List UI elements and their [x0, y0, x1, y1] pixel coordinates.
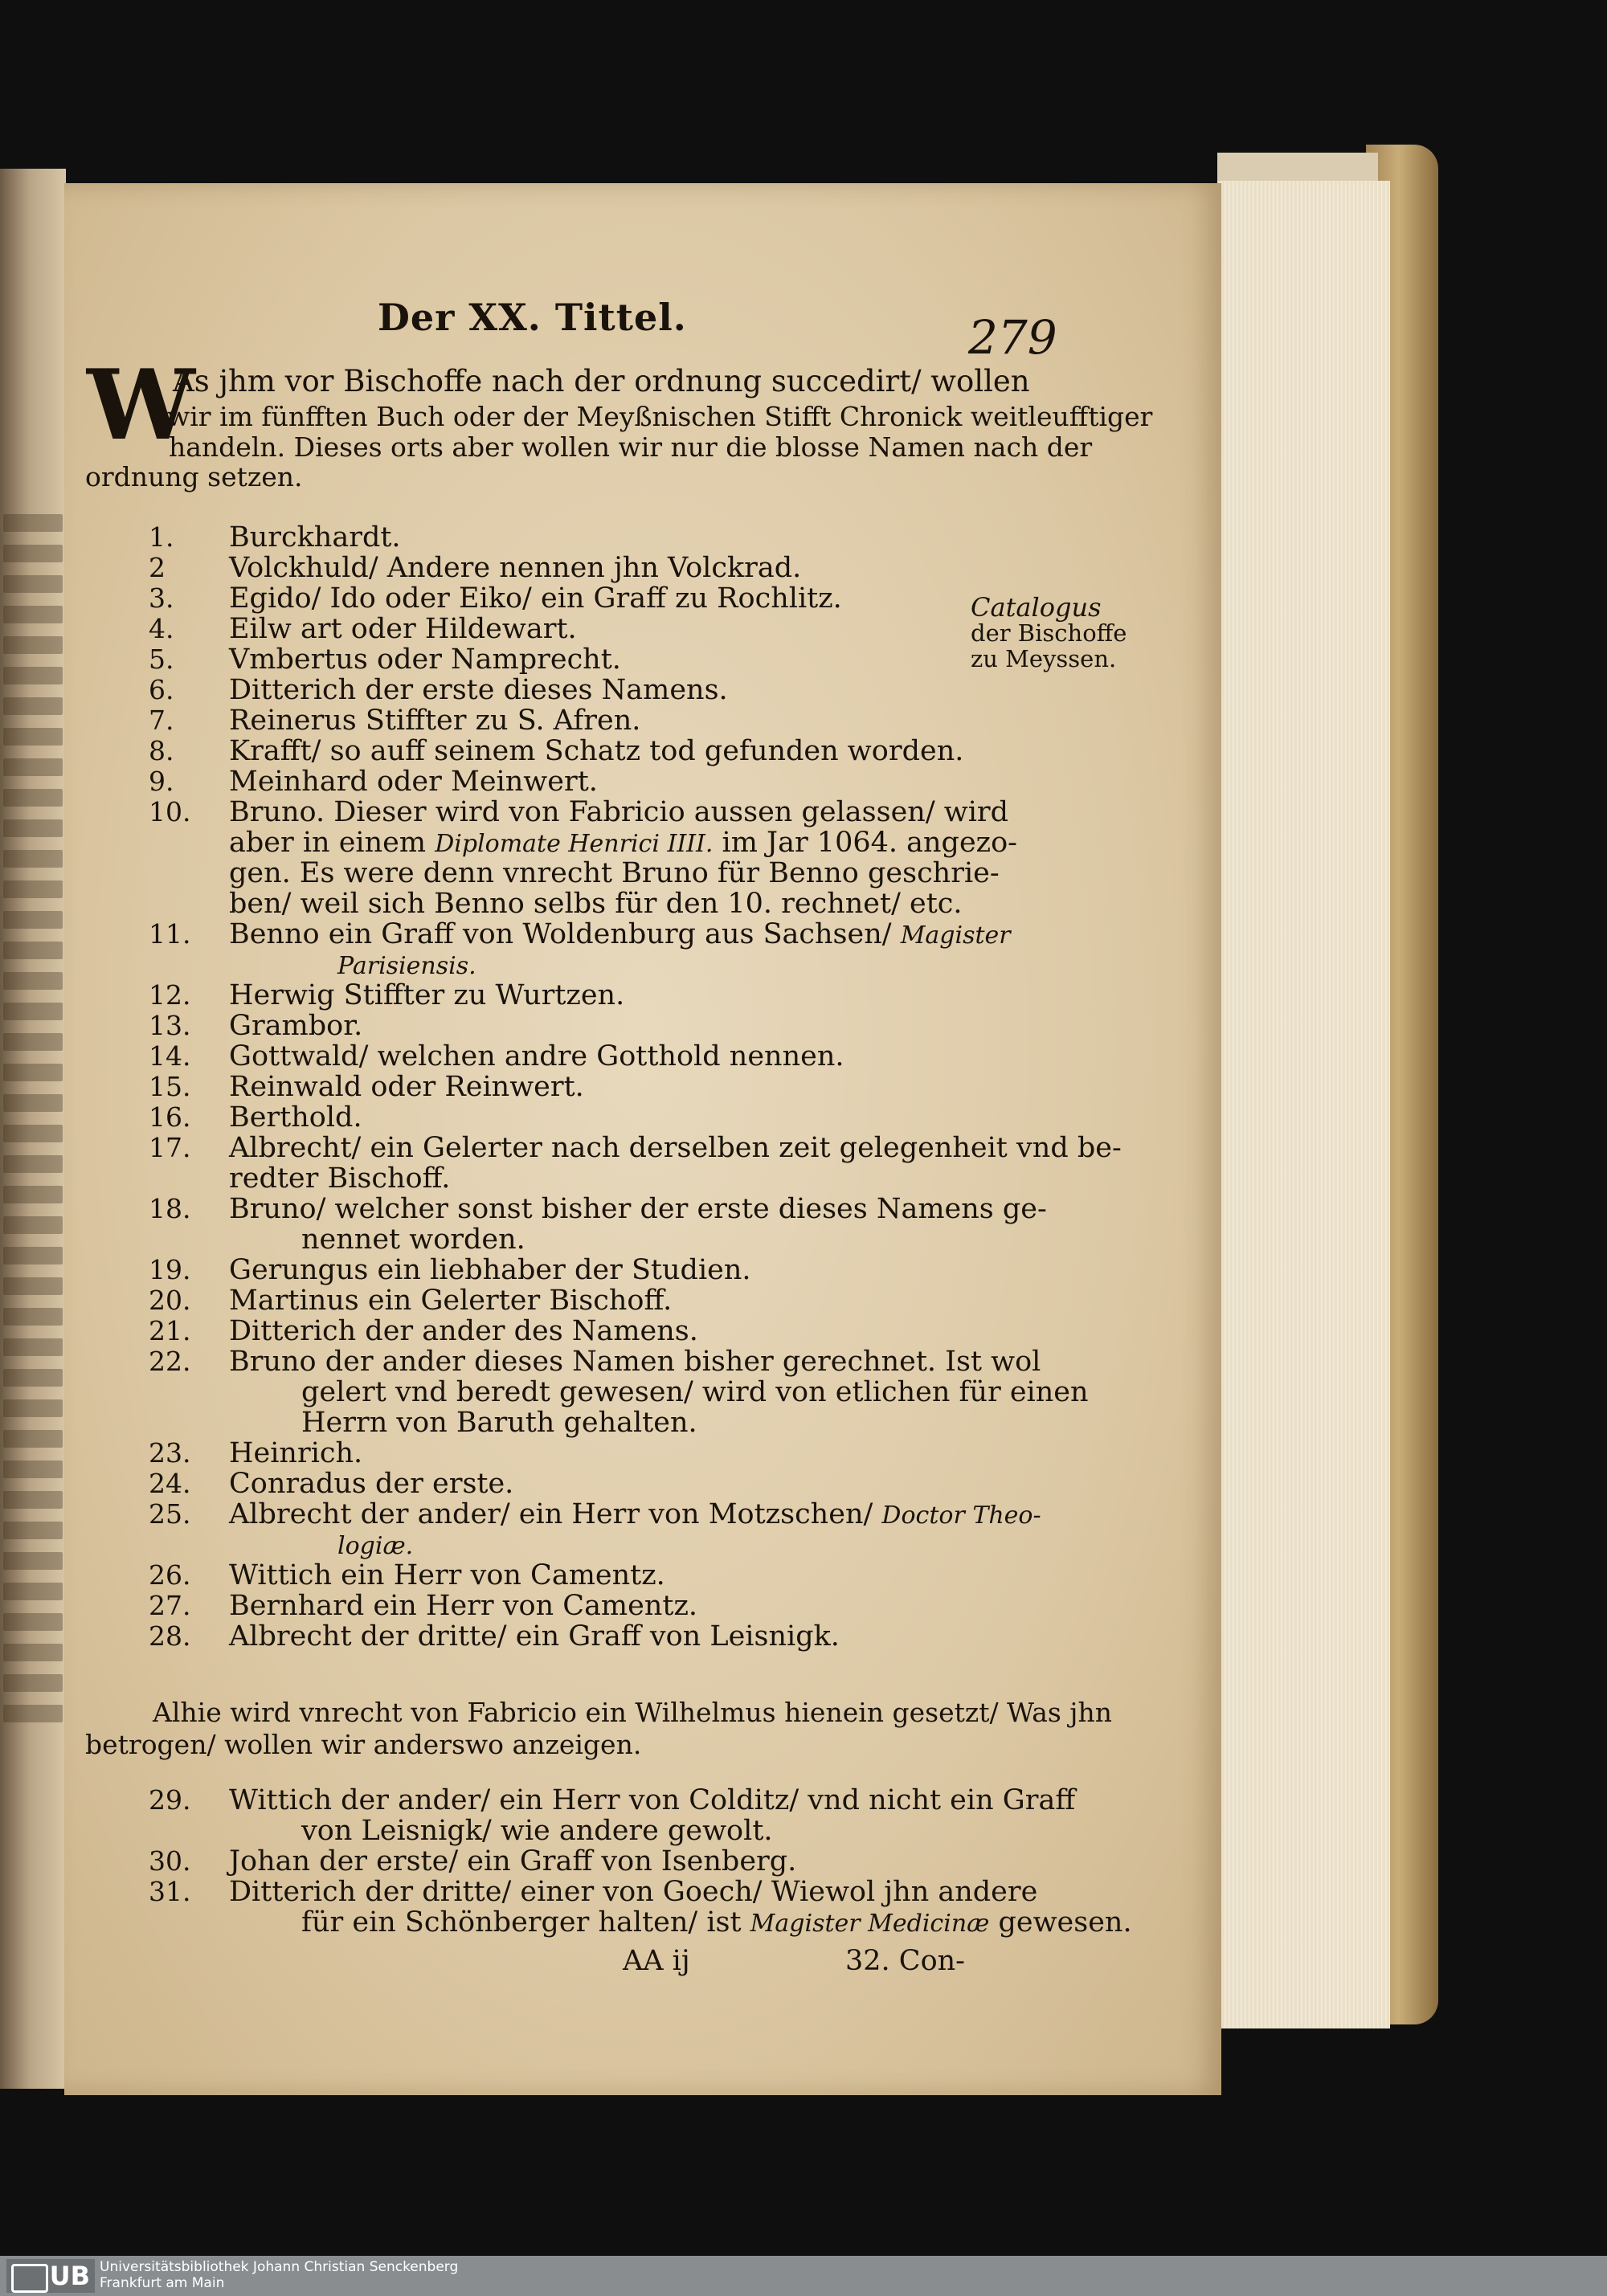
entry-text: [229, 1255, 751, 1285]
entry-number: 13.: [149, 1010, 191, 1041]
entry-text-part: Krafft/ so auff seinem Schatz tod gefunden worden.: [229, 735, 964, 767]
entry-text-part: Egido/ Ido oder Eiko/ ein Graff zu Rochlitz.: [229, 582, 842, 615]
entry-number: 2: [149, 552, 166, 583]
entry-text-part: Albrecht/ ein Gelerter nach derselben zeit gelegenheit vnd be-: [229, 1132, 1122, 1164]
signature-mark: AA ij: [623, 1945, 690, 1977]
entry-latin-text: Diplomate Henrici IIII.: [435, 830, 714, 858]
entry-text-part: Ditterich der ander des Namens.: [229, 1315, 698, 1347]
page-number: 279: [968, 310, 1057, 365]
entry-text-part: nennet worden.: [301, 1224, 525, 1256]
entry-text: [229, 614, 577, 644]
entry-text: [229, 1621, 840, 1652]
library-logo-text: UB: [49, 2261, 90, 2291]
entry-text-part: gen. Es were denn vnrecht Bruno für Benno geschrie-: [229, 857, 1000, 889]
entry-number: 9.: [149, 766, 174, 797]
entry-text-part: Bruno der ander dieses Namen bisher gerechnet. Ist wol: [229, 1346, 1041, 1378]
entry-number: 1.: [149, 521, 174, 553]
entry-number: 16.: [149, 1101, 191, 1133]
entry-text: [229, 1285, 672, 1316]
entry-number: 31.: [149, 1876, 191, 1907]
entry-number: 21.: [149, 1315, 191, 1346]
entry-number: 8.: [149, 735, 174, 766]
entry-number: 6.: [149, 674, 174, 705]
library-city: Frankfurt am Main: [100, 2275, 225, 2291]
entry-text: [229, 1133, 1122, 1163]
intro-line-2: wir im fünfften Buch oder der Meyßnischen Stifft Chronick weitleufftiger: [167, 401, 1153, 432]
entry-text-part: Eilw art oder Hildewart.: [229, 613, 577, 645]
entry-text-part: Herwig Stiffter zu Wurtzen.: [229, 979, 625, 1011]
entry-number: 30.: [149, 1845, 191, 1877]
entry-latin-text: Parisiensis.: [337, 952, 476, 980]
previous-page-margin-text: [3, 514, 63, 2121]
entry-text: [229, 1041, 844, 1072]
entry-text-part: gelert vnd beredt gewesen/ wird von etlichen für einen: [301, 1376, 1089, 1408]
entry-number: 17.: [149, 1132, 191, 1163]
entry-text-part: im Jar 1064. angezo-: [713, 827, 1017, 859]
entry-text-part: Reinerus Stiffter zu S. Afren.: [229, 705, 641, 737]
entry-text: [229, 889, 963, 919]
entry-latin-text: Magister: [900, 921, 1011, 950]
entry-text-part: Conradus der erste.: [229, 1468, 514, 1500]
entry-text: [301, 1377, 1089, 1407]
entry-text-part: Burckhardt.: [229, 521, 401, 554]
entry-number: 19.: [149, 1254, 191, 1285]
entry-text-part: Gottwald/ welchen andre Gotthold nennen.: [229, 1040, 844, 1072]
entry-number: 27.: [149, 1590, 191, 1621]
library-logo: [6, 2259, 95, 2293]
entry-number: 10.: [149, 796, 191, 827]
entry-text-part: Ditterich der dritte/ einer von Goech/ Wiewol jhn andere: [229, 1876, 1038, 1908]
entry-text-part: Volckhuld/ Andere nennen jhn Volckrad.: [229, 552, 802, 584]
entry-latin-text: Magister Medicinæ: [750, 1910, 990, 1938]
entry-text-part: Grambor.: [229, 1010, 363, 1042]
library-name: Universitätsbibliothek Johann Christian Senckenberg: [100, 2259, 459, 2275]
entry-text: [229, 827, 1017, 860]
entry-text-part: für ein Schönberger halten/ ist: [301, 1906, 750, 1939]
entry-text-part: Vmbertus oder Namprecht.: [229, 643, 621, 676]
entry-text: [229, 1785, 1075, 1816]
entry-number: 5.: [149, 643, 174, 675]
entry-text: [229, 1346, 1041, 1377]
entry-text: [229, 1499, 1041, 1531]
entry-number: 7.: [149, 705, 174, 736]
entry-text: [301, 1816, 773, 1846]
entry-text-part: Albrecht der dritte/ ein Graff von Leisnigk.: [229, 1620, 840, 1653]
entry-text-part: Bernhard ein Herr von Camentz.: [229, 1590, 698, 1622]
entry-text: [229, 522, 401, 553]
entry-text: [229, 1011, 362, 1041]
entry-number: 15.: [149, 1071, 191, 1102]
entry-text: [229, 1591, 697, 1621]
catchword: 32. Con-: [845, 1945, 966, 1977]
entry-text: [229, 736, 963, 766]
note-line-1: Alhie wird vnrecht von Fabricio ein Wilhelmus hienein gesetzt/ Was jhn: [153, 1697, 1113, 1728]
margin-note-line: zu Meyssen.: [971, 645, 1117, 672]
note-line-2: betrogen/ wollen wir anderswo anzeigen.: [85, 1729, 642, 1760]
page-header: Der XX. Tittel.: [378, 296, 687, 339]
entry-number: 24.: [149, 1468, 191, 1499]
entry-number: 28.: [149, 1620, 191, 1652]
entry-text-part: Albrecht der ander/ ein Herr von Motzschen/: [229, 1498, 882, 1530]
entry-number: 22.: [149, 1346, 191, 1377]
entry-text: [229, 919, 1011, 951]
entry-number: 12.: [149, 979, 191, 1011]
entry-text-part: aber in einem: [229, 827, 435, 859]
decorated-initial: W: [87, 349, 195, 462]
entry-text: [229, 1438, 362, 1469]
entry-text: [337, 1530, 413, 1562]
page-block-top: [1217, 153, 1378, 185]
library-logo-mark: [11, 2264, 48, 2293]
entry-text: [229, 1194, 1047, 1224]
entry-number: 18.: [149, 1193, 191, 1224]
entry-number: 25.: [149, 1498, 191, 1530]
entry-number: 20.: [149, 1285, 191, 1316]
entry-text: [229, 553, 801, 583]
entry-text: [229, 980, 624, 1011]
entry-text: [229, 1316, 698, 1346]
entry-text: [229, 797, 1008, 827]
intro-line-3: handeln. Dieses orts aber wollen wir nur die blosse Namen nach der: [169, 431, 1093, 463]
entry-text-part: gewesen.: [989, 1906, 1132, 1939]
page-edges: [1217, 181, 1390, 2028]
entry-text: [229, 1469, 513, 1499]
margin-note-line: Catalogus: [971, 592, 1102, 623]
entry-text-part: ben/ weil sich Benno selbs für den 10. rechnet/ etc.: [229, 888, 963, 920]
entry-text-part: Johan der erste/ ein Graff von Isenberg.: [229, 1845, 797, 1877]
entry-text: [229, 1877, 1037, 1907]
entry-text: [229, 1846, 796, 1877]
entry-number: 23.: [149, 1437, 191, 1469]
entry-text: [337, 950, 476, 982]
entry-text: [229, 1072, 584, 1102]
entry-text-part: Heinrich.: [229, 1437, 363, 1469]
entry-text: [229, 1102, 362, 1133]
entry-number: 26.: [149, 1559, 191, 1591]
entry-text-part: Berthold.: [229, 1101, 362, 1134]
entry-text: [301, 1407, 697, 1438]
entry-text: [229, 766, 598, 797]
entry-text: [229, 675, 728, 705]
entry-text: [229, 858, 1000, 889]
entry-text-part: Herrn von Baruth gehalten.: [301, 1407, 697, 1439]
entry-text: [229, 1560, 665, 1591]
entry-text-part: redter Bischoff.: [229, 1162, 451, 1195]
entry-number: 3.: [149, 582, 174, 614]
entry-text-part: Benno ein Graff von Woldenburg aus Sachsen/: [229, 918, 901, 950]
margin-note-line: der Bischoffe: [971, 619, 1127, 647]
library-credit: [100, 2259, 458, 2291]
entry-text-part: Martinus ein Gelerter Bischoff.: [229, 1285, 673, 1317]
entry-text: [229, 644, 621, 675]
entry-text-part: Bruno. Dieser wird von Fabricio aussen gelassen/ wird: [229, 796, 1009, 828]
entry-number: 14.: [149, 1040, 191, 1072]
intro-line-1: As jhm vor Bischoffe nach der ordnung succedirt/ wollen: [173, 364, 1030, 398]
previous-page-edge: [0, 169, 66, 2089]
entry-text-part: Reinwald oder Reinwert.: [229, 1071, 584, 1103]
entry-text-part: Gerungus ein liebhaber der Studien.: [229, 1254, 751, 1286]
entry-latin-text: Doctor Theo-: [881, 1501, 1041, 1530]
entry-text-part: Bruno/ welcher sonst bisher der erste dieses Namens ge-: [229, 1193, 1047, 1225]
intro-line-4: ordnung setzen.: [85, 461, 303, 492]
entry-text-part: Ditterich der erste dieses Namens.: [229, 674, 728, 706]
entry-latin-text: logiæ.: [337, 1532, 414, 1560]
entry-text-part: Wittich der ander/ ein Herr von Colditz/ vnd nicht ein Graff: [229, 1784, 1076, 1816]
entry-text: [229, 705, 640, 736]
entry-number: 29.: [149, 1784, 191, 1816]
entry-text: [301, 1907, 1132, 1939]
entry-text: [229, 583, 842, 614]
margin-note: [971, 594, 1127, 672]
entry-text: [301, 1224, 525, 1255]
entry-text-part: Wittich ein Herr von Camentz.: [229, 1559, 665, 1591]
entry-number: 11.: [149, 918, 191, 950]
entry-text: [229, 1163, 450, 1194]
entry-text-part: Meinhard oder Meinwert.: [229, 766, 598, 798]
entry-text-part: von Leisnigk/ wie andere gewolt.: [301, 1815, 773, 1847]
entry-number: 4.: [149, 613, 174, 644]
